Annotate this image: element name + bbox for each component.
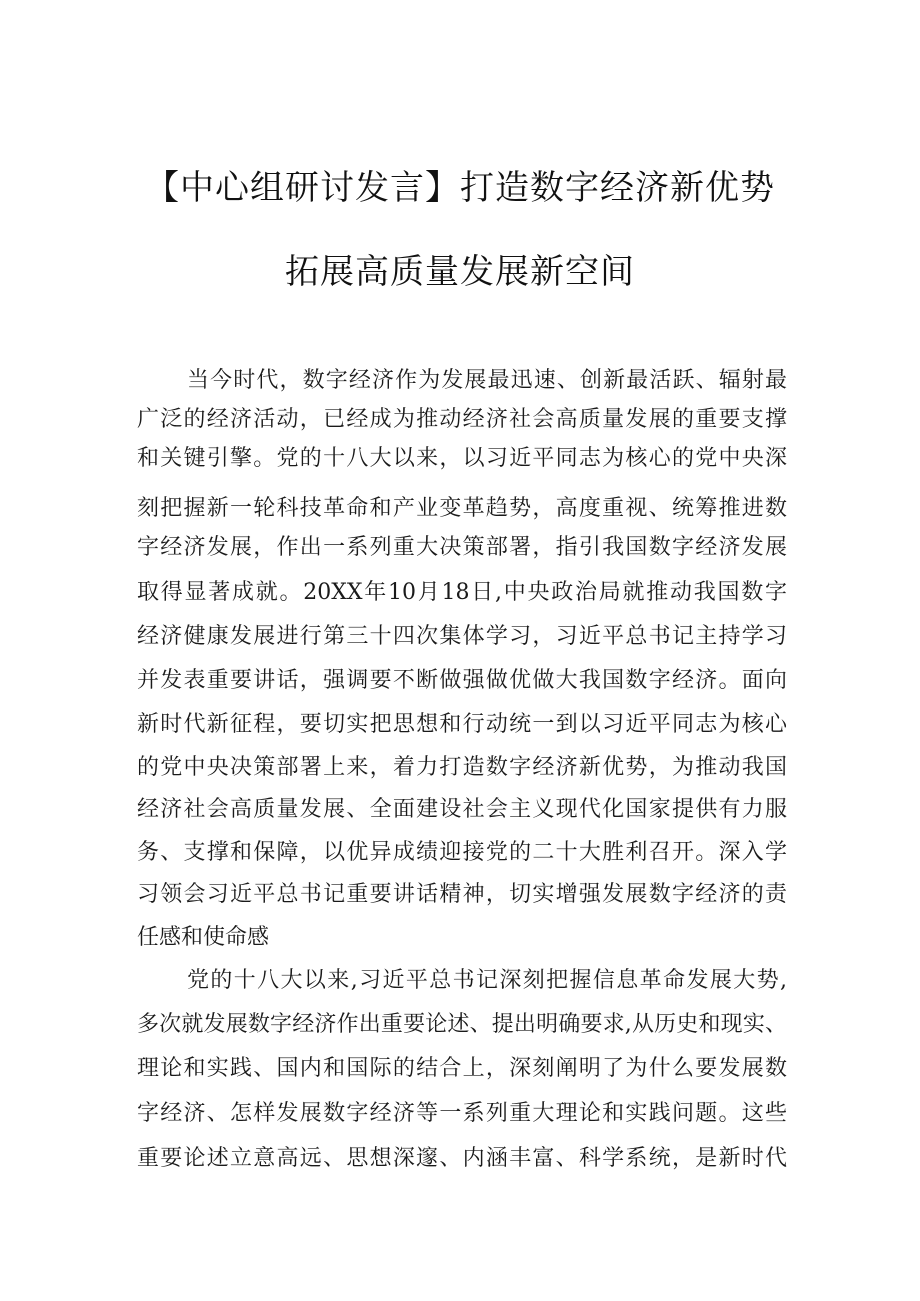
- paragraph-1-line: 和关键引擎。党的十八大以来，以习近平同志为核心的党中央深: [137, 446, 787, 471]
- paragraph-1-line: 并发表重要讲话，强调要不断做强做优做大我国数字经济。面向: [137, 668, 787, 693]
- document-title-line-1: 【中心组研讨发言】打造数字经济新优势: [145, 168, 775, 208]
- paragraph-1-line: 新时代新征程，要切实把思想和行动统一到以习近平同志为核心: [137, 712, 787, 737]
- paragraph-2-line: 理论和实践、国内和国际的结合上，深刻阐明了为什么要发展数: [137, 1056, 787, 1081]
- paragraph-2-line: 党的十八大以来,习近平总书记深刻把握信息革命发展大势,: [187, 968, 787, 993]
- paragraph-1-line: 字经济发展，作出一系列重大决策部署，指引我国数字经济发展: [137, 535, 787, 560]
- paragraph-1-line: 的党中央决策部署上来，着力打造数字经济新优势，为推动我国: [137, 755, 787, 780]
- paragraph-1-line: 经济健康发展进行第三十四次集体学习，习近平总书记主持学习: [137, 624, 787, 649]
- paragraph-2-line: 重要论述立意高远、思想深邃、内涵丰富、科学系统，是新时代: [137, 1146, 787, 1171]
- paragraph-1-line: 刻把握新一轮科技革命和产业变革趋势，高度重视、统筹推进数: [137, 496, 787, 521]
- paragraph-1-line: 经济社会高质量发展、全面建设社会主义现代化国家提供有力服: [137, 797, 787, 822]
- paragraph-2-line: 多次就发展数字经济作出重要论述、提出明确要求,从历史和现实、: [137, 1012, 787, 1037]
- paragraph-1-line: 任感和使命感: [137, 925, 270, 950]
- paragraph-2-line: 字经济、怎样发展数字经济等一系列重大理论和实践问题。这些: [137, 1101, 787, 1126]
- document-title-line-2: 拓展高质量发展新空间: [285, 252, 635, 292]
- paragraph-1-line: 取得显著成就。20XX年10月18日,中央政治局就推动我国数字: [137, 580, 787, 605]
- paragraph-1-line: 当今时代，数字经济作为发展最迅速、创新最活跃、辐射最: [187, 368, 787, 393]
- paragraph-1-line: 务、支撑和保障，以优异成绩迎接党的二十大胜利召开。深入学: [137, 840, 787, 865]
- paragraph-1-line: 习领会习近平总书记重要讲话精神，切实增强发展数字经济的责: [137, 882, 787, 907]
- paragraph-1-line: 广泛的经济活动，已经成为推动经济社会高质量发展的重要支撑: [137, 407, 787, 432]
